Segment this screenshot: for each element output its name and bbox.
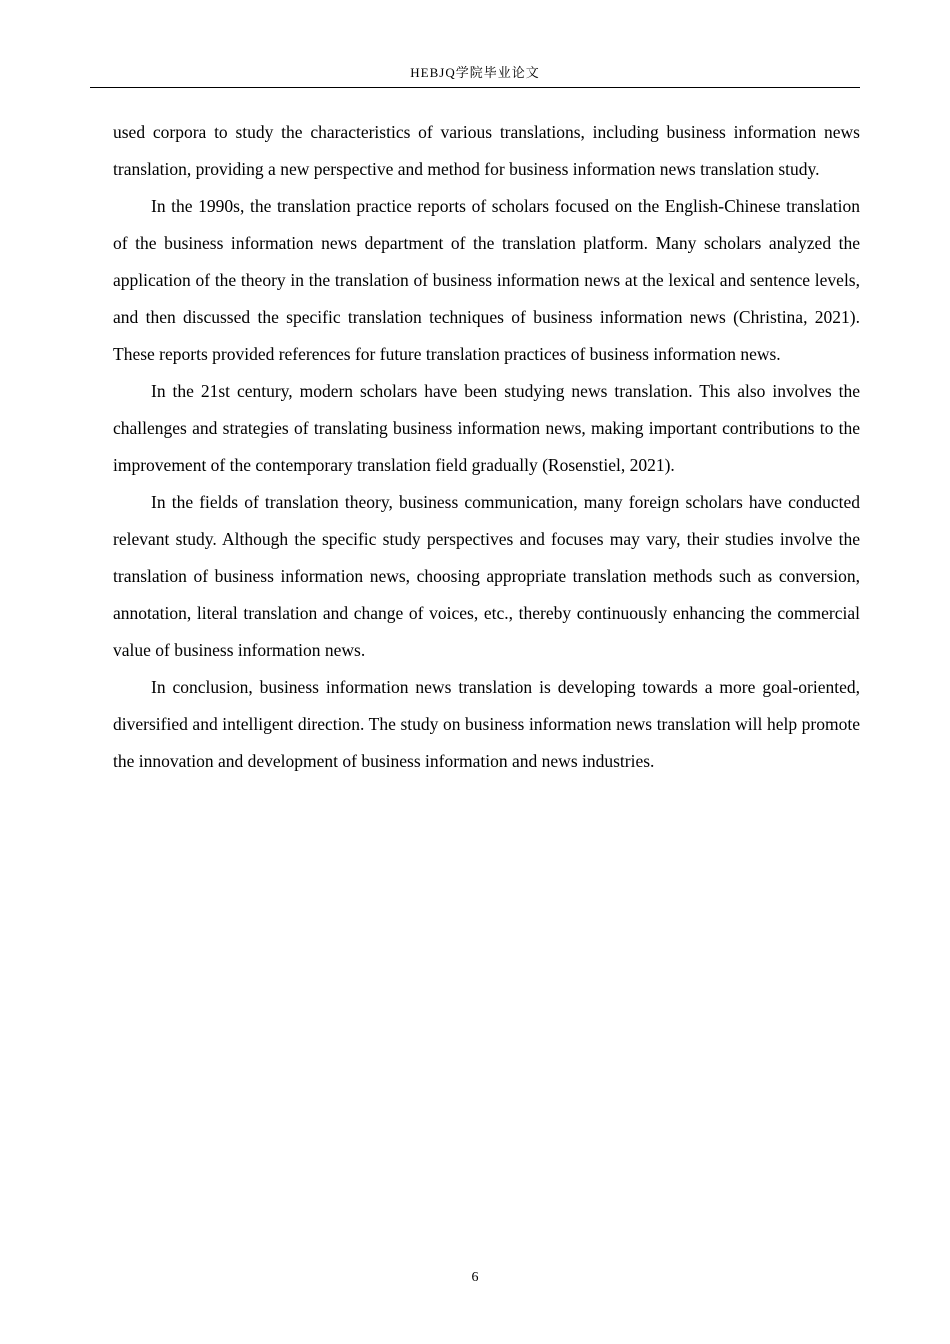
body-paragraph: In the 21st century, modern scholars have been studying news translation. This also involves the challenges and strategies of translating business information news, making important contributions to the improvement of the contemporary translation field gradually (Rosenstiel, 2021).	[113, 381, 860, 475]
header-divider-rule	[90, 87, 860, 88]
body-paragraph: In the fields of translation theory, business communication, many foreign scholars have conducted relevant study. Although the specific study perspectives and focuses may vary, their studies involve the translation of business information news, choosing appropriate translation methods such as conversion, annotation, literal translation and change of voices, etc., thereby continuously enhancing the commercial value of business information news.	[113, 492, 860, 660]
body-paragraph: used corpora to study the characteristics of various translations, including business information news translation, providing a new perspective and method for business information news translation study.	[113, 122, 860, 179]
page-body	[113, 114, 860, 780]
page-header-title: HEBJQ学院毕业论文	[410, 65, 540, 80]
body-paragraph: In conclusion, business information news translation is developing towards a more goal-oriented, diversified and intelligent direction. The study on business information news translation will help promote the innovation and development of business information and news industries.	[113, 677, 860, 771]
page-number: 6	[471, 1270, 479, 1285]
body-paragraph: In the 1990s, the translation practice reports of scholars focused on the English-Chinese translation of the business information news department of the translation platform. Many scholars analyzed the application of the theory in the translation of business information news at the lexical and sentence levels, and then discussed the specific translation techniques of business information news (Christina, 2021). These reports provided references for future translation practices of business information news.	[113, 196, 860, 364]
